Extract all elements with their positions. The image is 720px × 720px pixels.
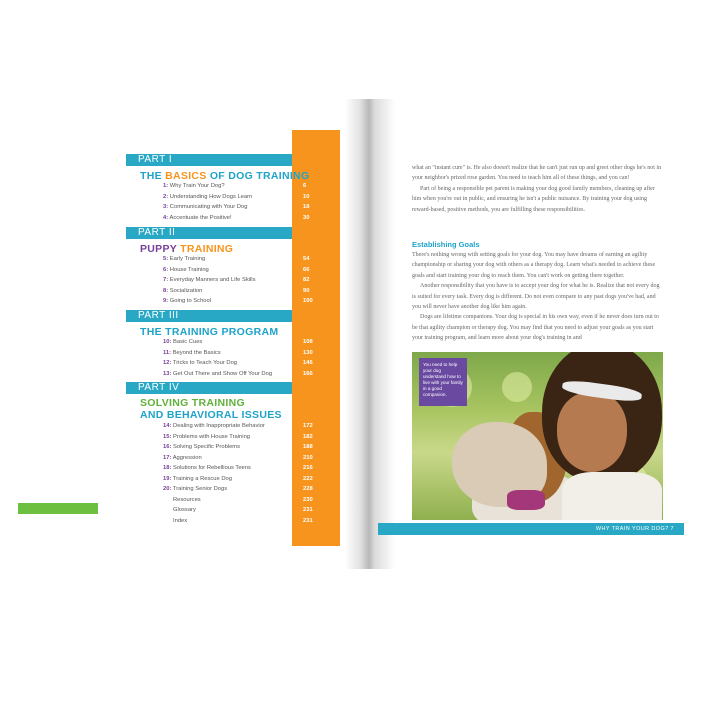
body-paragraph: Another responsibility that you have is to accept your dog for what he is. Realize that not every dog is suited for every task. Every dog is different. Do not even compare to any past dogs you've had, and you will never have another dog like him again. <box>412 283 660 311</box>
chapter-number: 7: <box>163 277 169 283</box>
toc-entry[interactable] <box>163 453 353 464</box>
chapter-title: Solutions for Rebellious Teens <box>173 465 251 471</box>
part-2-chapter-list <box>163 254 353 307</box>
toc-entry[interactable] <box>163 275 353 286</box>
part-2-title-segment: TRAINING <box>180 243 234 255</box>
toc-entry[interactable] <box>163 296 353 307</box>
chapter-title: Training Senior Dogs <box>172 486 228 492</box>
chapter-title: Aggression <box>172 454 202 461</box>
body-paragraph: Part of being a responsible pet parent is making your dog good family members, cleaning up after him when you're out in public, and ensuring he isn't a public nuisance. By training your dog using reward-based, positive methods, you are fulfilling these responsibilities. <box>412 185 655 213</box>
chapter-number: 14: <box>163 423 172 429</box>
chapter-title: House Training <box>169 266 209 273</box>
toc-entry[interactable] <box>163 181 353 192</box>
chapter-title: Get Out There and Show Off Your Dog <box>173 370 273 377</box>
part-3-label: PART III <box>126 310 292 322</box>
photo-bokeh <box>502 372 532 402</box>
chapter-page: 228 <box>303 486 313 492</box>
chapter-number: 2: <box>163 193 169 200</box>
toc-entry[interactable] <box>163 254 353 265</box>
chapter-title: Early Training <box>169 256 206 262</box>
toc-entry[interactable] <box>163 442 353 453</box>
chapter-number: 13: <box>163 370 172 377</box>
toc-entry[interactable] <box>163 421 353 432</box>
chapter-page: 188 <box>303 444 313 450</box>
dog-harness <box>507 490 545 510</box>
toc-entry[interactable] <box>163 463 353 474</box>
chapter-page: 18 <box>303 204 310 210</box>
goals-paragraphs <box>412 250 662 344</box>
toc-entry[interactable] <box>163 474 353 485</box>
toc-entry[interactable] <box>163 213 353 224</box>
toc-back-matter-entry[interactable] <box>163 495 353 506</box>
chapter-page: 30 <box>303 214 310 221</box>
chapter-page: 66 <box>303 266 310 273</box>
chapter-title: Understanding How Dogs Learn <box>169 193 253 200</box>
chapter-page: 10 <box>303 193 310 200</box>
photo-caption: You need to help your dog understand how to live with your family in a good companion. <box>419 358 467 406</box>
chapter-number: 12: <box>163 360 172 366</box>
back-matter-page: 230 <box>303 496 313 503</box>
girl-shirt <box>562 472 662 520</box>
chapter-page: 130 <box>303 349 313 356</box>
back-matter-title: Glossary <box>173 507 196 513</box>
chapter-page: 90 <box>303 287 310 294</box>
chapter-number: 11: <box>163 349 172 356</box>
part-4-title-segment: SOLVING TRAINING <box>140 397 245 409</box>
part-1-chapter-list <box>163 181 353 223</box>
chapter-number: 6: <box>163 266 169 273</box>
toc-entry[interactable] <box>163 286 353 297</box>
chapter-title: Training a Rescue Dog <box>172 475 232 482</box>
chapter-page: 216 <box>303 465 313 471</box>
running-footer: WHY TRAIN YOUR DOG? 7 <box>378 523 684 535</box>
toc-entry[interactable] <box>163 202 353 213</box>
chapter-number: 20: <box>163 486 172 492</box>
chapter-number: 8: <box>163 287 169 294</box>
toc-entry[interactable] <box>163 432 353 443</box>
chapter-number: 5: <box>163 256 169 262</box>
part-4-title <box>140 397 282 421</box>
chapter-page: 182 <box>303 433 313 440</box>
chapter-title: Solving Specific Problems <box>173 444 241 450</box>
chapter-page: 210 <box>303 454 313 461</box>
decorative-green-strip <box>18 503 98 514</box>
chapter-title: Dealing with Inappropriate Behavior <box>173 423 265 429</box>
chapter-number: 9: <box>163 298 169 304</box>
chapter-number: 1: <box>163 183 169 189</box>
chapter-number: 4: <box>163 214 169 221</box>
chapter-title: Accentuate the Positive! <box>169 214 232 221</box>
chapter-number: 18: <box>163 465 172 471</box>
chapter-title: Tricks to Teach Your Dog <box>172 360 238 366</box>
chapter-number: 3: <box>163 204 169 210</box>
toc-entry[interactable] <box>163 369 353 380</box>
body-paragraph: Dogs are lifetime companions. Your dog is special in his own way, even if he never does turn out to be that agility champion or therapy dog. You may find that you need to adjust your goals as you start your training program, and learn more about your dog's training in and <box>412 314 659 342</box>
toc-entry[interactable] <box>163 484 353 495</box>
part-3-chapter-list <box>163 337 353 379</box>
part-1-label: PART I <box>126 154 292 166</box>
chapter-title: Why Train Your Dog? <box>169 183 225 189</box>
chapter-number: 15: <box>163 433 172 440</box>
girl-with-dog-photo <box>412 352 663 520</box>
back-matter-page: 231 <box>303 507 313 513</box>
chapter-number: 19: <box>163 475 172 482</box>
chapter-page: 172 <box>303 423 313 429</box>
part-1-title-segment: OF DOG TRAINING <box>209 170 310 182</box>
part-2-label: PART II <box>126 227 292 239</box>
chapter-title: Everyday Manners and Life Skills <box>169 277 256 283</box>
chapter-title: Socialization <box>169 287 203 294</box>
chapter-page: 100 <box>303 298 313 304</box>
toc-entry[interactable] <box>163 337 353 348</box>
chapter-title: Basic Cues <box>173 339 203 345</box>
chapter-page: 222 <box>303 475 313 482</box>
part-3-title-segment: THE TRAINING PROGRAM <box>140 326 279 338</box>
chapter-title: Going to School <box>169 298 212 304</box>
toc-back-matter-entry[interactable] <box>163 505 353 516</box>
chapter-page: 6 <box>303 183 307 189</box>
part-1-title-segment: BASICS <box>165 170 210 182</box>
chapter-number: 10: <box>163 339 172 345</box>
chapter-page: 166 <box>303 370 313 377</box>
toc-entry[interactable] <box>163 192 353 203</box>
body-paragraph: There's nothing wrong with setting goals for your dog. You may have dreams of earning an agility championship or sharing your dog with others as a therapy dog. Learn what's needed to achieve these goals and start training your dog to reach them. You can't work on getting there together. <box>412 252 656 279</box>
part-1-title-segment: THE <box>140 170 166 182</box>
chapter-title: Problems with House Training <box>173 433 251 440</box>
chapter-number: 17: <box>163 454 172 461</box>
girl-face <box>557 392 627 472</box>
body-paragraph: what an "instant cure" is. He also doesn't realize that he can't just run up and greet other dogs he's not in your neighbor's prized rose garden. You need to teach him all of these things, and you can! <box>412 165 662 182</box>
section-heading: Establishing Goals <box>412 240 480 249</box>
chapter-number: 16: <box>163 444 172 450</box>
part-4-title-segment: AND BEHAVIORAL ISSUES <box>140 409 282 421</box>
chapter-page: 146 <box>303 360 313 366</box>
toc-entry[interactable] <box>163 348 353 359</box>
part-4-label: PART IV <box>126 382 292 394</box>
chapter-page: 82 <box>303 277 310 283</box>
toc-entry[interactable] <box>163 358 353 369</box>
part-4-chapter-list <box>163 421 353 526</box>
chapter-title: Communicating with Your Dog <box>169 204 248 210</box>
chapter-page: 54 <box>303 256 310 262</box>
chapter-page: 108 <box>303 339 313 345</box>
back-matter-title: Index <box>173 517 188 524</box>
toc-entry[interactable] <box>163 265 353 276</box>
toc-back-matter-entry[interactable] <box>163 516 353 527</box>
intro-paragraphs <box>412 163 662 215</box>
back-matter-page: 231 <box>303 517 313 524</box>
part-2-title-segment: PUPPY <box>140 243 181 255</box>
chapter-title: Beyond the Basics <box>172 349 221 356</box>
back-matter-title: Resources <box>173 496 201 503</box>
